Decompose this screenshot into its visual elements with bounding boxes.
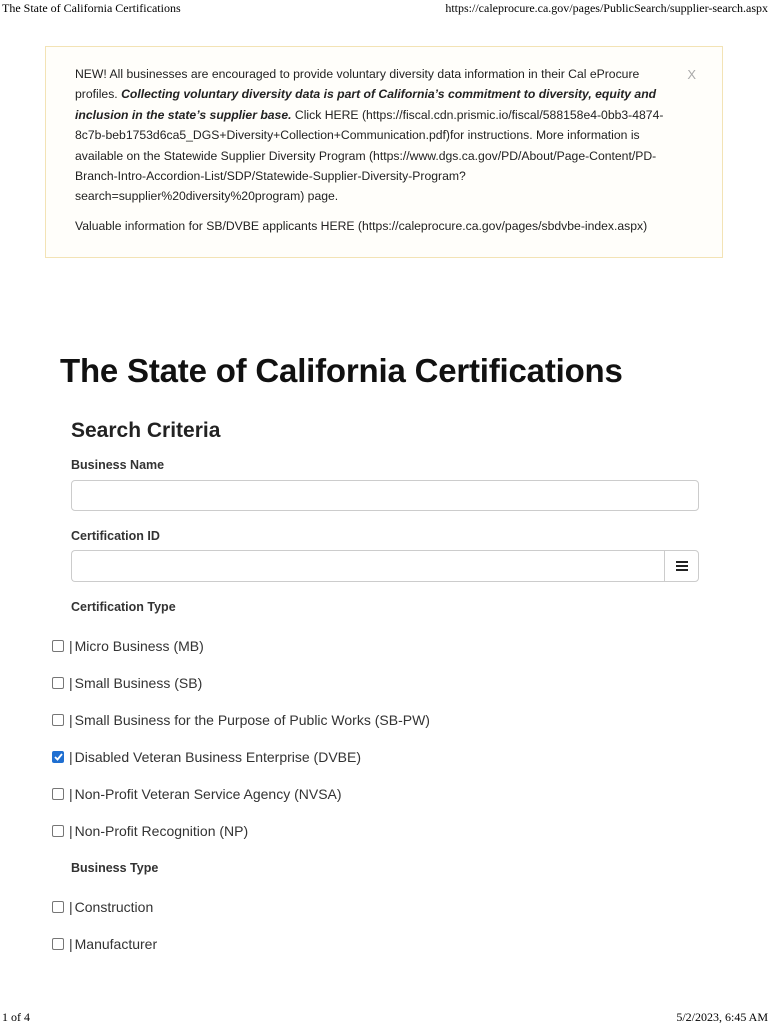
checkbox[interactable] [52, 825, 64, 837]
checkbox[interactable] [52, 788, 64, 800]
cert-type-dvbe[interactable] [52, 749, 361, 765]
separator: | [69, 638, 73, 654]
separator: | [69, 712, 73, 728]
print-footer-datetime: 5/2/2023, 6:45 AM [676, 1010, 768, 1024]
separator: | [69, 823, 73, 839]
search-criteria-title: Search Criteria [71, 419, 221, 442]
print-header-title: The State of California Certifications [2, 1, 181, 15]
certification-id-input[interactable] [71, 550, 665, 582]
diversity-alert [45, 46, 723, 258]
certification-id-group [71, 550, 699, 582]
alert-text-part1: NEW! All businesses are encouraged to provide voluntary diversity data information in their Cal eProcure profiles. [75, 67, 640, 102]
alert-sbdvbe-info[interactable]: Valuable information for SB/DVBE applicants HERE (https://caleprocure.ca.gov/pages/sbdvbe-index.aspx) [75, 218, 648, 233]
cert-type-label: Non-Profit Recognition (NP) [74, 823, 249, 839]
checkbox[interactable] [52, 938, 64, 950]
checkbox[interactable] [52, 901, 64, 913]
separator: | [69, 749, 73, 765]
cert-type-nvsa[interactable] [52, 786, 342, 802]
list-icon [676, 561, 688, 571]
print-header-url: https://caleprocure.ca.gov/pages/PublicSearch/supplier-search.aspx [445, 1, 768, 15]
cert-type-label: Micro Business (MB) [74, 638, 204, 654]
checkbox[interactable] [52, 714, 64, 726]
business-type-manufacturer[interactable] [52, 936, 157, 952]
certification-type-label: Certification Type [71, 600, 176, 614]
cert-type-sb[interactable] [52, 675, 202, 691]
separator: | [69, 675, 73, 691]
business-type-construction[interactable] [52, 899, 153, 915]
business-type-label: Business Type [71, 861, 159, 875]
certification-id-list-button[interactable] [664, 550, 699, 582]
separator: | [69, 899, 73, 915]
checkbox[interactable] [52, 677, 64, 689]
alert-close-button[interactable]: X [687, 67, 696, 82]
cert-type-mb[interactable] [52, 638, 204, 654]
alert-message [75, 64, 678, 207]
certification-id-label: Certification ID [71, 529, 160, 543]
checkbox[interactable] [52, 751, 64, 763]
alert-emphasis: Collecting voluntary diversity data is part of California’s commitment to diversity, equity and inclusion in the state’s supplier base. [75, 87, 657, 122]
business-type-label-text: Construction [74, 899, 154, 915]
cert-type-np[interactable] [52, 823, 248, 839]
page-title: The State of California Certifications [60, 352, 623, 389]
check-icon [54, 753, 63, 761]
cert-type-label: Non-Profit Veteran Service Agency (NVSA) [74, 786, 342, 802]
checkbox[interactable] [52, 640, 64, 652]
business-name-label: Business Name [71, 458, 165, 472]
print-footer-page: 1 of 4 [2, 1010, 30, 1024]
alert-text-part2[interactable]: Click HERE (https://fiscal.cdn.prismic.io/fiscal/588158e4-0bb3-4874-8c7b-beb1753d6ca5_DGS+Diversity+Collection+Communication.pdf)for instructions. More information is available on the Statewide Supplier Diversity Program (https://www.dgs.ca.gov/PD/About/Page-Content/PD-Branch-Intro-Accordion-List/SDP/Statewide-Supplier-Diversity-Program?search=supplier%20diversity%20program) page. [75, 107, 664, 204]
cert-type-label: Small Business (SB) [74, 675, 203, 691]
cert-type-sb-pw[interactable] [52, 712, 430, 728]
business-name-input[interactable] [71, 480, 699, 511]
separator: | [69, 786, 73, 802]
cert-type-label: Disabled Veteran Business Enterprise (DVBE) [74, 749, 361, 765]
business-type-label-text: Manufacturer [74, 936, 158, 952]
cert-type-label: Small Business for the Purpose of Public Works (SB-PW) [74, 712, 430, 728]
separator: | [69, 936, 73, 952]
